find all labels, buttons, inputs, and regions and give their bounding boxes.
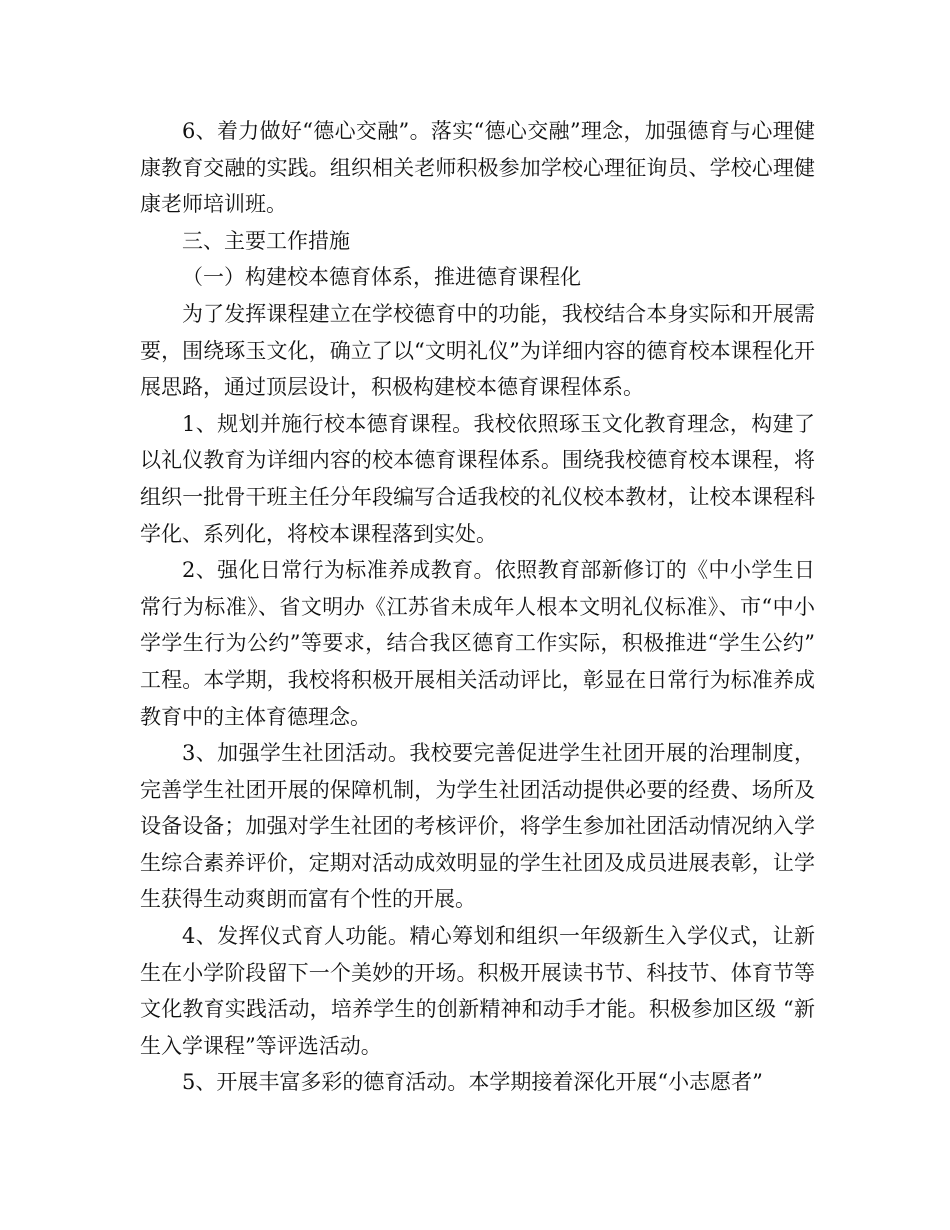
paragraph-item-3-student-clubs: 3、加强学生社团活动。我校要完善促进学生社团开展的治理制度，完善学生社团开展的保障机制，为学生社团活动提供必要的经费、场所及设备设备；加强对学生社团的考核评价，将学生参加社团活动情况纳入学生综合素养评价，定期对活动成效明显的学生社团及成员进展表彰，让学生获得生动爽朗而富有个性的开展。 [140,741,815,912]
paragraph-item-4-ceremonies: 4、发挥仪式育人功能。精心筹划和组织一年级新生入学仪式，让新生在小学阶段留下一个美妙的开场。积极开展读书节、科技节、体育节等文化教育实践活动，培养学生的创新精神和动手才能。积极参加区级 “新生入学课程”等评选活动。 [140,924,815,1058]
paragraph-item-6-integration: 6、着力做好“德心交融”。落实“德心交融”理念，加强德育与心理健康教育交融的实践。组织相关老师积极参加学校心理征询员、学校心理健康老师培训班。 [140,119,815,217]
paragraph-curriculum-intro: 为了发挥课程建立在学校德育中的功能，我校结合本身实际和开展需要，围绕琢玉文化，确立了以“文明礼仪”为详细内容的德育校本课程化开展思路，通过顶层设计，积极构建校本德育课程体系。 [140,301,815,400]
subsection-heading-curriculum-system: （一）构建校本德育体系，推进德育课程化 [182,265,581,290]
paragraph-item-2-behavior-standards: 2、强化日常行为标准养成教育。依照教育部新修订的《中小学生日常行为标准》、省文明办《江苏省未成年人根本文明礼仪标准》、市“中小学学生行为公约”等要求，结合我区德育工作实际，积极推进“学生公约”工程。本学期，我校将积极开展相关活动评比，彰显在日常行为标准养成教育中的主体育德理念。 [140,558,815,729]
paragraph-item-5-activities: 5、开展丰富多彩的德育活动。本学期接着深化开展“小志愿者” [182,1070,763,1095]
paragraph-item-1-curriculum-plan: 1、规划并施行校本德育课程。我校依照琢玉文化教育理念，构建了以礼仪教育为详细内容的校本德育课程体系。围绕我校德育校本课程，将组织一批骨干班主任分年段编写合适我校的礼仪校本教材，让校本课程科学化、系列化，将校本课程落到实处。 [140,411,815,546]
document-body [140,113,815,1101]
section-heading-main-measures: 三、主要工作措施 [182,228,350,253]
